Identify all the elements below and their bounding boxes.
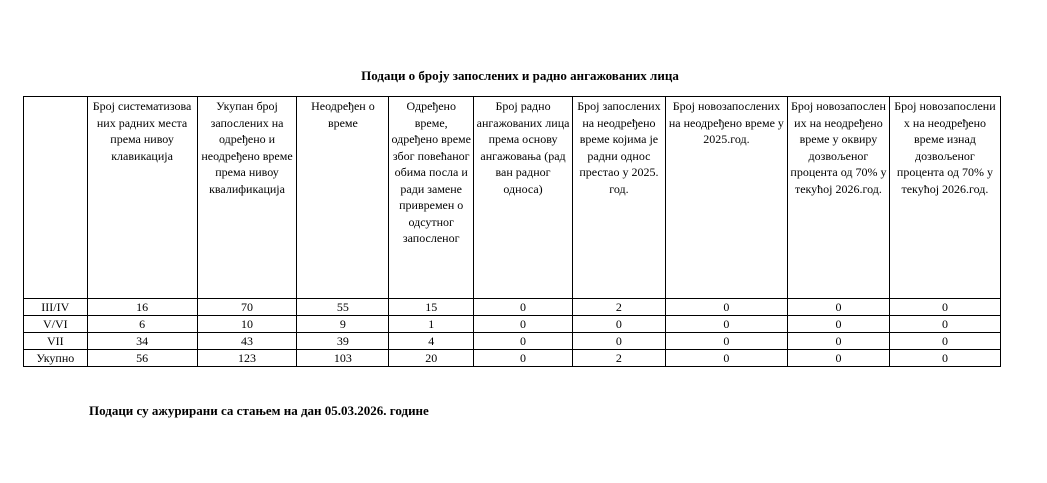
employee-data-table	[23, 96, 1001, 367]
table-cell: 0	[787, 333, 889, 350]
header-cell: Број систематизова них радних места према нивоу клавикација	[87, 97, 197, 299]
header-row	[24, 97, 1001, 299]
table-cell: 123	[197, 350, 297, 367]
update-note: Подаци су ажурирани са стањем на дан 05.03.2026. године	[89, 403, 429, 418]
row-label: III/IV	[24, 299, 88, 316]
row-label: VII	[24, 333, 88, 350]
table-cell: 0	[889, 333, 1000, 350]
table-cell: 0	[787, 350, 889, 367]
table-cell: 0	[665, 350, 787, 367]
row-label: Укупно	[24, 350, 88, 367]
table-cell: 10	[197, 316, 297, 333]
header-cell: Одређено време, одређено време због повећаног обима посла и ради замене привремен о одсутног запосленог	[389, 97, 474, 299]
table-cell: 16	[87, 299, 197, 316]
table-cell: 0	[889, 350, 1000, 367]
table-cell: 43	[197, 333, 297, 350]
table-cell: 70	[197, 299, 297, 316]
table-cell: 0	[474, 299, 573, 316]
table-cell: 39	[297, 333, 389, 350]
table-cell: 55	[297, 299, 389, 316]
table-cell: 1	[389, 316, 474, 333]
table-cell: 34	[87, 333, 197, 350]
header-cell: Број запослених на неодређено време којима је радни однос престао у 2025. год.	[573, 97, 666, 299]
table-cell: 0	[474, 316, 573, 333]
table-cell: 4	[389, 333, 474, 350]
row-label: V/VI	[24, 316, 88, 333]
table-cell: 0	[474, 333, 573, 350]
table-row	[24, 316, 1001, 333]
table-row	[24, 333, 1001, 350]
table-cell: 9	[297, 316, 389, 333]
page-title: Подаци о броју запослених и радно ангажованих лица	[361, 68, 679, 83]
table-row	[24, 299, 1001, 316]
header-cell: Број новозапослени х на неодређено време изнад дозвољеног процента од 70% у текућој 2026.год.	[889, 97, 1000, 299]
total-row	[24, 350, 1001, 367]
table-cell: 15	[389, 299, 474, 316]
table-cell: 2	[573, 299, 666, 316]
table-cell: 0	[474, 350, 573, 367]
table-cell: 0	[889, 316, 1000, 333]
table-cell: 56	[87, 350, 197, 367]
table-cell: 6	[87, 316, 197, 333]
table-cell: 0	[787, 299, 889, 316]
header-cell: Број новозапослених на неодређено време у 2025.год.	[665, 97, 787, 299]
table-cell: 103	[297, 350, 389, 367]
header-cell	[24, 97, 88, 299]
table-cell: 0	[665, 299, 787, 316]
table-cell: 0	[889, 299, 1000, 316]
header-cell: Број радно ангажованих лица према основу ангажовања (рад ван радног односа)	[474, 97, 573, 299]
table-cell: 0	[665, 333, 787, 350]
table-cell: 0	[665, 316, 787, 333]
table-cell: 0	[787, 316, 889, 333]
table-cell: 20	[389, 350, 474, 367]
header-cell: Укупан број запослених на одређено и неодређено време према нивоу квалификација	[197, 97, 297, 299]
table-cell: 0	[573, 333, 666, 350]
table-cell: 0	[573, 316, 666, 333]
header-cell: Неодређен о време	[297, 97, 389, 299]
header-cell: Број новозапослен их на неодређено време у оквиру дозвољеног процента од 70% у текућој 2026.год.	[787, 97, 889, 299]
table-cell: 2	[573, 350, 666, 367]
